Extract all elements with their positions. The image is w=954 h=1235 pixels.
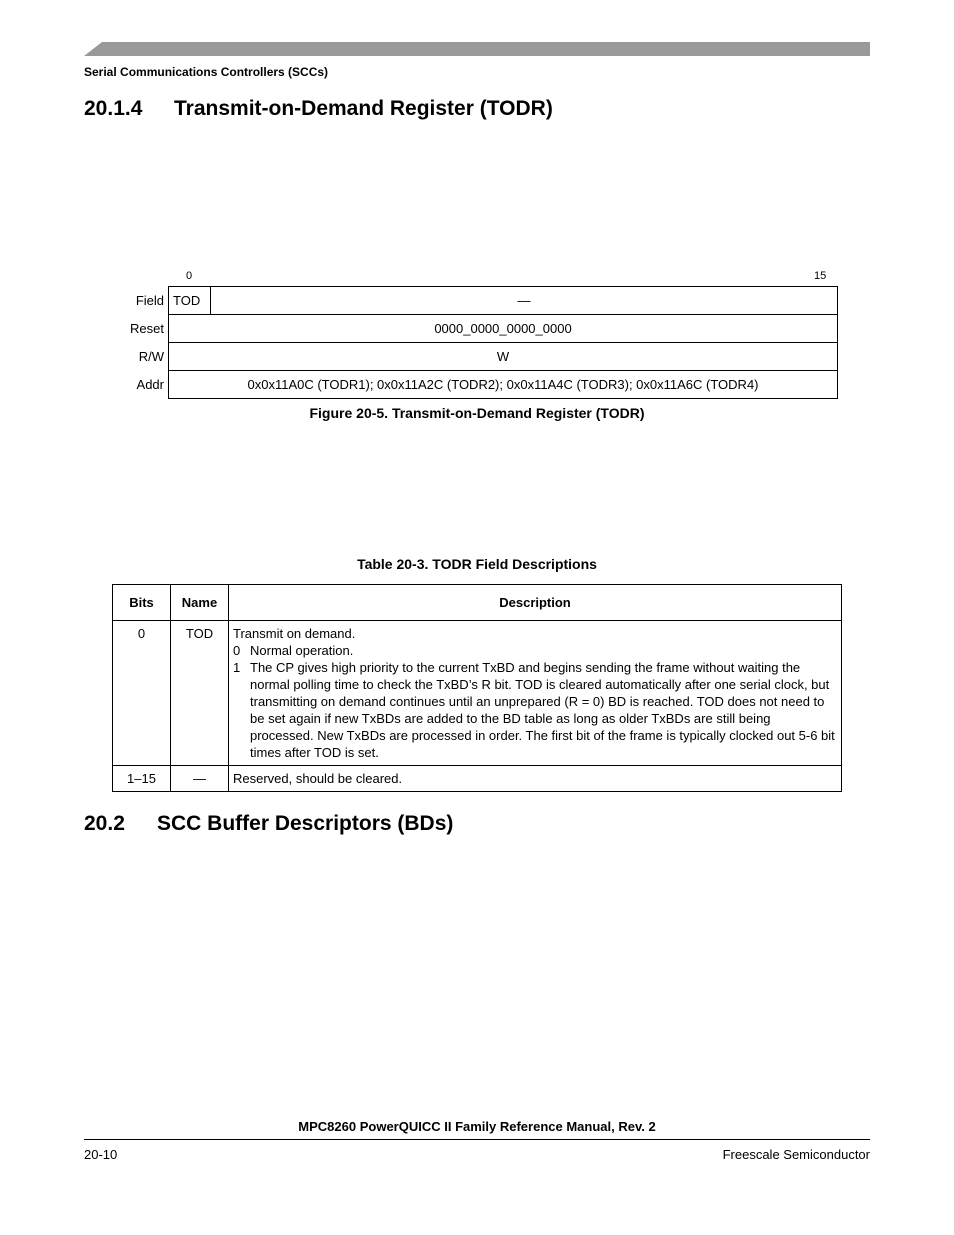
table-header-row [113, 585, 842, 621]
footer-rule [84, 1139, 870, 1140]
option-text: The CP gives high priority to the current TxBD and begins sending the frame without waiting the normal polling time to check the TxBD’s R bit. TOD is cleared automatically after one serial clock, but transmitting on demand continues until an unprepared (R = 0) BD is reached. TOD does not need to be set again if new TxBDs are added to the BD table as long as older TxBDs are still being processed. New TxBDs are processed in order. The first bit of the frame is typically clocked out 5-6 bit times after TOD is set. [250, 660, 835, 760]
description-intro: Transmit on demand. [233, 626, 356, 641]
section-heading-20-2 [84, 812, 453, 836]
table-caption: Table 20-3. TODR Field Descriptions [357, 556, 597, 572]
field-reserved: — [211, 287, 838, 315]
section-number: 20.2 [84, 812, 125, 835]
register-row-rw [120, 343, 838, 371]
field-description-table [112, 584, 842, 792]
cell-name: TOD [171, 621, 229, 766]
header-bar [84, 42, 870, 56]
rw-value: W [169, 343, 838, 371]
section-title: SCC Buffer Descriptors (BDs) [157, 812, 454, 835]
option-text: Normal operation. [250, 643, 354, 658]
list-item [233, 642, 837, 659]
table-row [113, 621, 842, 766]
cell-bits: 0 [113, 621, 171, 766]
page-number: 20-10 [84, 1147, 118, 1162]
option-key: 0 [233, 643, 241, 658]
header-description: Description [229, 585, 842, 621]
register-diagram [120, 286, 838, 399]
header-bits: Bits [113, 585, 171, 621]
cell-description: Reserved, should be cleared. [229, 766, 842, 792]
list-item [233, 659, 837, 761]
cell-bits: 1–15 [113, 766, 171, 792]
row-label-field: Field [135, 293, 164, 308]
row-label-addr: Addr [136, 377, 164, 392]
option-key: 1 [233, 660, 241, 675]
section-heading-20-1-4 [84, 97, 553, 121]
publisher: Freescale Semiconductor [722, 1147, 870, 1162]
register-row-reset [120, 315, 838, 343]
bit-number-start: 0 [186, 270, 193, 282]
bit-number-end: 15 [814, 270, 827, 282]
header-name: Name [171, 585, 229, 621]
row-label-reset: Reset [130, 321, 164, 336]
figure-caption: Figure 20-5. Transmit-on-Demand Register (TODR) [309, 405, 645, 421]
field-tod: TOD [169, 287, 211, 315]
cell-name: — [171, 766, 229, 792]
register-row-field [120, 287, 838, 315]
addr-value: 0x0x11A0C (TODR1); 0x0x11A2C (TODR2); 0x0x11A4C (TODR3); 0x0x11A6C (TODR4) [169, 371, 838, 399]
register-row-addr [120, 371, 838, 399]
row-label-rw: R/W [138, 349, 164, 364]
section-number: 20.1.4 [84, 97, 143, 120]
section-title: Transmit-on-Demand Register (TODR) [174, 97, 553, 120]
cell-description [229, 621, 842, 766]
running-head: Serial Communications Controllers (SCCs) [84, 65, 329, 79]
reset-value: 0000_0000_0000_0000 [169, 315, 838, 343]
footer-title: MPC8260 PowerQUICC II Family Reference Manual, Rev. 2 [298, 1119, 656, 1134]
table-row [113, 766, 842, 792]
